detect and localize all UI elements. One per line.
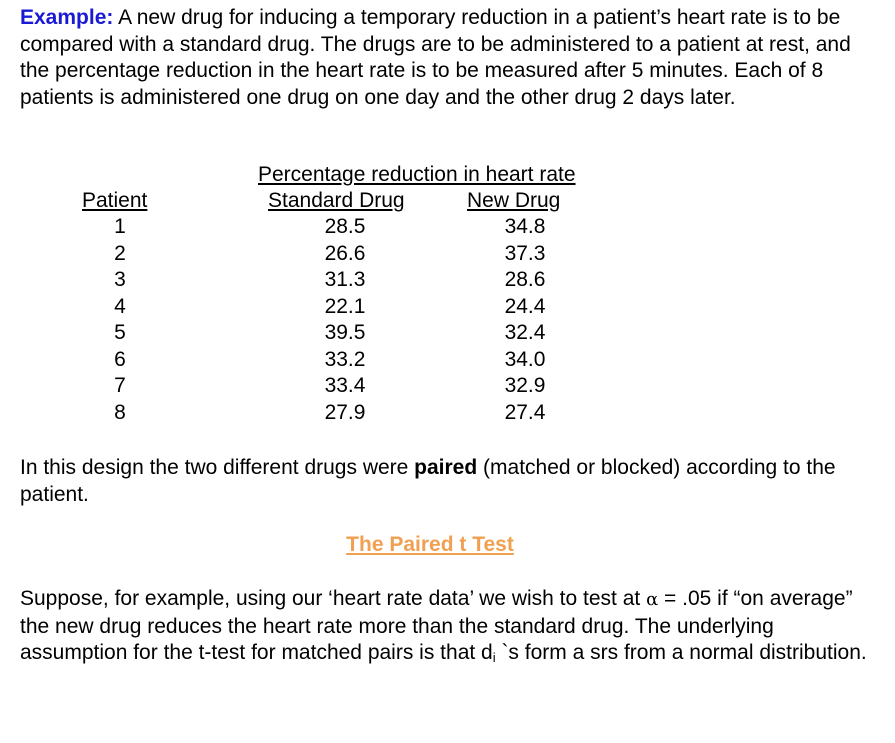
design-text-before: In this design the two different drugs were <box>20 456 415 479</box>
patient-column <box>100 214 140 426</box>
standard-drug-cell: 26.6 <box>324 241 366 265</box>
group-header: Percentage reduction in heart rate <box>258 163 576 186</box>
new-drug-cell: 28.6 <box>504 268 546 291</box>
heart-rate-table <box>0 162 895 432</box>
patient-cell: 7 <box>114 374 126 397</box>
new-drug-cell: 27.4 <box>504 400 546 424</box>
new-drug-cell: 24.4 <box>504 294 546 318</box>
design-text-after: (matched or blocked) according to the patient. <box>20 456 836 506</box>
new-drug-cell: 32.4 <box>504 321 546 344</box>
intro-paragraph <box>20 5 880 111</box>
standard-drug-cell: 33.4 <box>324 374 366 397</box>
suppose-text-1: Suppose, for example, using our ‘heart rate data’ we wish to test at <box>20 587 647 610</box>
subscript-i: i <box>492 650 496 665</box>
patient-cell: 2 <box>114 241 126 265</box>
patient-cell: 1 <box>114 215 126 238</box>
patient-cell: 8 <box>114 400 126 424</box>
new-drug-header: New Drug <box>467 189 561 212</box>
patient-cell: 6 <box>114 347 126 371</box>
intro-text: A new drug for inducing a temporary reduction in a patient’s heart rate is to be compared with a standard drug. The drugs are to be administered to a patient at rest, and the percentage reduction in the heart rate is to be measured after 5 minutes. Each of 8 patients is administered one drug on one day and the other drug 2 days later. <box>20 6 851 109</box>
suppose-text-2: = .05 if “on average” the new drug reduces the heart rate more than the standard drug. The underlying assumption for the t-test for matched pairs is that d <box>20 587 853 664</box>
patient-header: Patient <box>82 189 148 212</box>
new-drug-cell: 34.8 <box>504 215 546 238</box>
standard-drug-cell: 28.5 <box>324 215 366 238</box>
patient-cell: 3 <box>114 268 126 291</box>
patient-cell: 5 <box>114 321 126 344</box>
standard-drug-cell: 39.5 <box>324 321 366 344</box>
new-drug-cell: 37.3 <box>504 241 546 265</box>
new-drug-column <box>495 214 555 426</box>
new-drug-cell: 34.0 <box>504 347 546 371</box>
standard-drug-column <box>315 214 375 426</box>
standard-drug-cell: 27.9 <box>324 400 366 424</box>
patient-cell: 4 <box>114 294 126 318</box>
paired-term: paired <box>414 456 478 479</box>
suppose-text-3: `s form a srs from a normal distribution. <box>495 641 867 664</box>
standard-drug-cell: 33.2 <box>324 347 366 371</box>
design-paragraph <box>20 455 880 508</box>
section-title: The Paired t Test <box>346 533 514 556</box>
example-label: Example: <box>20 6 114 29</box>
new-drug-cell: 32.9 <box>504 374 546 397</box>
standard-drug-cell: 22.1 <box>324 294 366 318</box>
standard-drug-cell: 31.3 <box>324 268 366 291</box>
standard-drug-header: Standard Drug <box>268 189 405 212</box>
suppose-paragraph <box>20 586 880 672</box>
alpha-symbol: α <box>646 589 659 610</box>
